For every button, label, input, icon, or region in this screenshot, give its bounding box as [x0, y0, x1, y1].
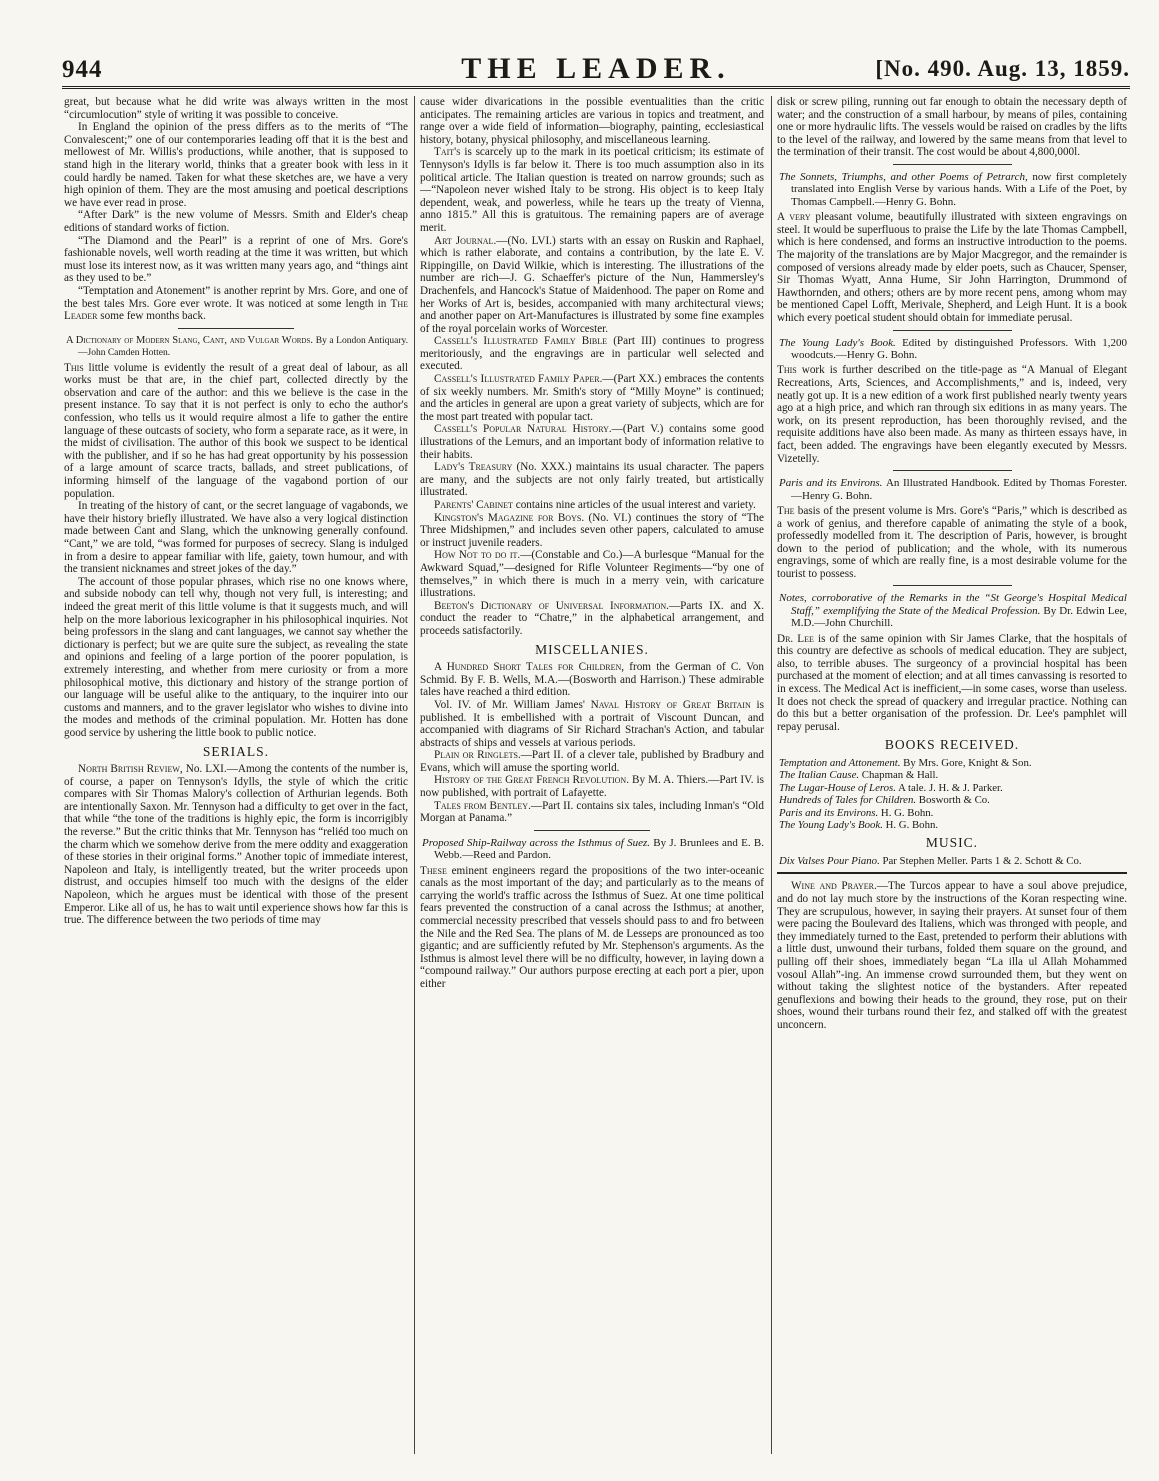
paragraph — [777, 505, 1127, 581]
music-title: Dix Valses Pour Piano. — [779, 855, 880, 868]
paragraph — [64, 362, 408, 501]
paragraph — [420, 146, 764, 234]
lead-word: Parents' Cabinet — [434, 499, 513, 511]
paragraph: great, but because what he did write was always written in the most “circumlocution” style of writing it was possible to conceive. — [64, 96, 408, 121]
section-heading-music: MUSIC. — [925, 835, 979, 851]
text-run: (Part III) continues to progress meritoriously, and the engravings are in particular well selected and executed. — [420, 335, 764, 373]
divider — [893, 164, 1012, 165]
lead-word: Dr. Lee — [777, 632, 814, 645]
lead-word: Beeton's Dictionary of Universal Information — [434, 599, 667, 612]
text-run: . (No. VI.) continues the story of “The Three Midshipmen,” and includes seven other papers, calculated to amuse or instruct juvenile readers. — [420, 511, 764, 549]
paragraph: The account of those popular phrases, which rise no one knows where, and subside nobody can tell why, though not very full, is interesting; and indeed the great merit of this little volume is that it suggests much, and will help on the more laborious lexicographer in his philosophical inquiries. Not being professors in the slang and cant languages, we cannot say whether the dictionary is perfect; but we are quite sure the subject, as revealing the state and opinions and feeling of a large portion of the poorer population, is extremely interesting, and whether from mere curiosity or from a more philosophical motive, this dictionary and history of the strange portion of our language will be useful alike to the antiquary, to the inquirer into our customs and manners, and to the graver legislator who wishes to divine into the modes and methods of the criminal population. Mr. Hotten has done good service by ushering the little book to public notice. — [64, 575, 408, 739]
book-detail: A tale. J. H. & J. Parker. — [898, 781, 1003, 794]
text-run: A — [434, 661, 447, 674]
paragraph — [420, 774, 764, 799]
text-run: is published. It is embellished with a portrait of Viscount Duncan, and accompanied with diagrams of Sir Richard Strachan's Action, and tabular abstracts of ships and vessels at various periods. — [420, 698, 764, 749]
lead-word: Tait's — [434, 146, 461, 159]
paragraph — [777, 211, 1127, 324]
list-item — [777, 782, 1127, 794]
book-author: Edited by distinguished Professors. With 1,200 woodcuts.—Henry G. Bohn. — [791, 336, 1127, 361]
book-title: Notes, corroborative of the Remarks in the “St George's Hospital Medical Staff,” exemplifying the State of the Medical Profession. — [779, 592, 1127, 617]
text-run: eminent engineers regard the propositions of the two inter-oceanic canals as the most important of the day; and particularly as to the means of carrying the world's traffic across the Isthmus of Suez. At one time political fears prevented the construction of a canal across the Isthmus; at another, commercial necessity prescribed that vessels should pass to and fro between the Nile and the Red Sea. The plans of M. de Lesseps are pronounced as too gigantic; and are sufficiently refuted by Mr. Stephenson's arguments. As the Isthmus is almost level there will be no difficulty, however, in laying down a “compound railway.” Our authors purpose erecting at each port a pier, upon either — [420, 864, 764, 990]
paragraph — [777, 364, 1127, 465]
paragraph — [420, 373, 764, 423]
section-heading-serials: SERIALS. — [202, 743, 270, 759]
paragraph — [420, 499, 764, 512]
paragraph — [420, 423, 764, 461]
book-title: The Italian Cause. — [779, 769, 860, 782]
paragraph: cause wider divarications in the possible eventualities than the critic anticipates. The remaining articles are various in topics and treatment, and range over a wide field of information—biography, painting, ecclesiastical history, botany, physical philosophy, and miscellaneous learning. — [420, 96, 764, 146]
book-title: The Young Lady's Book. — [779, 336, 896, 349]
lead-word: Cassell's Popular Natural History — [434, 423, 609, 436]
text-run: .—Part II. of a clever tale, published by Bradbury and Evans, which will amuse the sporting world. — [420, 749, 764, 774]
issue-date: [No. 490. Aug. 13, 1859. — [875, 56, 1130, 81]
lead-word: History of the Great French Revolution — [434, 774, 627, 787]
paragraph: “After Dark” is the new volume of Messrs. Smith and Elder's cheap editions of standard works of fiction. — [64, 209, 408, 234]
lead-word: Cassell's Illustrated Family Paper — [434, 373, 600, 386]
text-run: contains nine articles of the usual interest and variety. — [512, 499, 756, 511]
text-run: Vol. IV. of Mr. William James' — [434, 698, 591, 711]
text-run: some few months back. — [97, 310, 206, 323]
text-run: The Leader — [64, 297, 408, 323]
list-item — [777, 794, 1127, 806]
list-item — [777, 807, 1127, 819]
paragraph — [420, 800, 764, 825]
review-heading — [64, 335, 408, 359]
lead-word: very — [789, 211, 811, 224]
text-run: , from the German of C. Von Schmid. By F. B. Wells, M.A.—(Bosworth and Harrison.) These admirable tales have reached a third edition. — [420, 661, 764, 699]
text-run: pleasant volume, beautifully illustrated with sixteen engravings on steel. It would be superfluous to praise the Life by the late Thomas Campbell, which is here condensed, and forms an instructive introduction to the poems. The majority of the translations are by Major Macgregor, and the remainder is composed of versions already made by elder poets, such as Chaucer, Spenser, Sir Thomas Wyatt, Anna Hume, Sir John Harrington, Drummond of Hawthornden, and others; others are by more recent pens, among whom may be mentioned Capel Lofft, Merivale, Shepherd, and Leigh Hunt. It is a book which every poetical student should obtain for immediate perusal. — [777, 211, 1127, 324]
paragraph — [420, 549, 764, 599]
book-author: By Dr. Edwin Lee, M.D.—John Churchill. — [791, 604, 1127, 630]
paragraph — [777, 633, 1127, 734]
paragraph — [64, 285, 408, 323]
lead-word: The — [777, 504, 795, 517]
text-run: .—(Constable and Co.)—A burlesque “Manual for the Awkward Squad,”—designed for Rifle Volunteer Regiments—“by one of themselves,” in which there is much in a merry vein, with caricature illustrations. — [420, 549, 764, 600]
list-item — [777, 757, 1127, 769]
column-divider — [414, 96, 415, 1454]
lead-word: Plain or Ringlets — [434, 749, 518, 762]
review-heading — [777, 477, 1127, 502]
paragraph — [420, 661, 764, 699]
list-item — [777, 769, 1127, 781]
book-title: The Sonnets, Triumphs, and other Poems of Petrarch, — [779, 170, 1028, 183]
text-run: A — [777, 211, 790, 224]
masthead — [62, 52, 1130, 89]
book-title: The Young Lady's Book. — [779, 819, 883, 832]
lead-word: Wine and Prayer — [791, 880, 875, 893]
book-title: Proposed Ship-Railway across the Isthmus of Suez. — [422, 836, 651, 849]
column-middle — [420, 96, 764, 1456]
review-heading — [420, 837, 764, 862]
text-run: “Temptation and Atonement” is another reprint by Mrs. Gore, and one of the best tales Mrs. Gore ever wrote. It was noticed at some length in — [64, 284, 408, 310]
lead-word: North British Review — [78, 763, 180, 776]
paragraph — [420, 512, 764, 550]
paragraph — [777, 880, 1127, 1031]
book-title: A Dictionary of Modern Slang, Cant, and Vulgar Words. — [66, 334, 313, 346]
lead-word: Naval History of Great Britain — [590, 698, 751, 711]
book-author: now first completely translated into English Verse by various hands. With a Life of the Poet, by Thomas Campbell.—Henry G. Bohn. — [791, 170, 1127, 208]
text-run: .—Part II. contains six tales, including Inman's “Old Morgan at Panama.” — [420, 799, 764, 825]
book-detail: Chapman & Hall. — [861, 769, 939, 782]
review-heading — [777, 171, 1127, 208]
lead-word: Kingston's Magazine for Boys — [434, 511, 582, 524]
page-number: 944 — [62, 56, 103, 83]
lead-word: These — [420, 864, 447, 877]
divider — [777, 872, 1127, 874]
text-run: .—(Part V.) contains some good illustrations of the Lemurs, and an important body of information relative to their habits. — [420, 423, 764, 461]
column-right — [777, 96, 1127, 1456]
paragraph — [420, 335, 764, 373]
paragraph: In England the opinion of the press differs as to the merits of “The Convalescent;” one of our contemporaries leading off that it is the best and mellowest of Mr. Willis's productions, while another, that is supposed to stand high in the literary world, thinks that a greater book with less in it could hardly be named. Taken for what these sketches are, we have a very high opinion of them. They are the most amusing and poetical descriptions we have ever read in prose. — [64, 121, 408, 209]
text-run: little volume is evidently the result of a great deal of labour, as all works must be that are, in the chief part, collected directly by the observation and care of the author: and this we believe is the case in the present instance. To say that it is not perfect is only to echo the author's confession, who tells us it would require almost a life to gather the entire language of these outcasts of society, who form a separate race, as it were, in the midst of civilisation. The author of this book we suspect to be identical with the publisher, and if so he has had great opportunity by his possession of a large amount of scarce tracts, ballads, and street publications, of informing himself of the language of the vagabond portion of our population. — [64, 361, 408, 500]
text-run: .—(No. LVI.) starts with an essay on Ruskin and Raphael, which is rather elaborate, and contains a contribution, by the late E. V. Rippingille, on David Wilkie, which is interesting. The illustrations of the number are rich—J. G. Schaeffer's picture of the Nun, Hammersley's Drachenfels, and Hancock's Statue of Maidenhood. The paper on Rome and her Works of Art is, besides, accompanied with many architectural views; and another paper on Art-Manufactures is illustrated by some fine examples of the royal porcelain works of Worcester. — [420, 234, 764, 335]
book-title: Paris and its Environs. — [779, 477, 883, 490]
book-detail: By Mrs. Gore, Knight & Son. — [903, 757, 1032, 770]
book-detail: Bosworth & Co. — [918, 794, 990, 807]
music-detail: Par Stephen Meller. Parts 1 & 2. Schott & Co. — [882, 855, 1082, 868]
paragraph — [420, 749, 764, 774]
lead-word: Tales from Bentley — [434, 799, 529, 812]
paragraph: In treating of the history of cant, or the secret language of vagabonds, we have their history briefly illustrated. We have also a very logical distinction made between Cant and Slang, which the unknowing generally confound. “Cant,” we are told, “was formed for purposes of secrecy. Slang is indulged in from a desire to appear familiar with life, gaiety, town humour, and with the transient nicknames and street jokes of the day.” — [64, 500, 408, 576]
list-item — [777, 855, 1127, 867]
book-title: The Lugar-House of Leros. — [779, 781, 896, 794]
column-divider — [771, 96, 772, 1454]
divider — [893, 330, 1012, 331]
paragraph — [420, 699, 764, 749]
divider — [893, 470, 1012, 471]
newspaper-title: THE LEADER. — [461, 52, 731, 85]
text-run: (No. XXX.) maintains its usual character. The papers are many, and the subjects are not only fairly treated, but artistically illustrated. — [420, 461, 764, 499]
lead-word: Art Journal — [434, 234, 494, 247]
text-run: work is further described on the title-page as “A Manual of Elegant Recreations, Arts, Sciences, and Accomplishments,” and is, indeed, very neatly got up. It is a new edition of a work first published nearly twenty years ago at a high price, and which ran through six editions in as many years. The work, on its present reproduction, has been thoroughly revised, and the requisite additions have also been made. As many as thirteen essays have, in fact, been added. The engravings have been elegantly executed by Messrs. Vizetelly. — [777, 364, 1127, 465]
text-run: .—The Turcos appear to have a soul above prejudice, and do not lay much store by the instructions of the Koran respecting wine. They are scrupulous, however, in saying their prayers. At sunset four of them were pacing the Boulevard des Italiens, which was thronged with people, and they immediately turned to the East, pretended to perform their ablutions with a little dust, unwound their turbans, folded them square on the ground, and pulling off their shoes, immediately began “La illa ul Allah Mohammed vosoul Allah”-ing. An immense crowd surrounded them, but they went on without taking the slightest notice of the bystanders. After repeated genuflexions and bowing their heads to the ground, they rose, put on their shoes, wound their turbans round their fez, and stalked off with the greatest unconcern. — [777, 880, 1127, 1031]
review-heading — [777, 337, 1127, 362]
lead-word: This — [64, 361, 84, 374]
book-author: By J. Brunlees and E. B. Webb.—Reed and Pardon. — [434, 836, 764, 862]
lead-word: Cassell's Illustrated Family Bible — [434, 335, 608, 348]
paragraph — [420, 865, 764, 991]
divider — [534, 830, 651, 831]
book-title: Paris and its Environs. — [779, 806, 879, 819]
text-run: is scarcely up to the mark in its poetical criticism; its estimate of Tennyson's Idylls is far below it. There is too much assumption also in its political article. The Italian question is treated on narrow grounds; such as—“Napoleon never wished Italy to be strong. His object is to keep Italy dependent, weak, and powerless, while he tears up the treaty of Vienna, anno 1815.” All this is gratuitous. The remaining papers are of average merit. — [420, 146, 764, 234]
paragraph — [420, 235, 764, 336]
divider — [893, 585, 1012, 586]
paragraph — [64, 763, 408, 927]
section-heading-books-received: BOOKS RECEIVED. — [884, 737, 1020, 753]
paragraph: disk or screw piling, running out far enough to obtain the necessary depth of water; and the construction of a small harbour, by means of piles, containing one or more hydraulic lifts. The vessels would be raised on cradles by the lifts to the level of the railway, and lowered by the same means from that level to the termination of their transit. The cost would be about 4,800,000l. — [777, 96, 1127, 159]
book-title: Temptation and Attonement. — [779, 757, 901, 770]
paragraph — [420, 600, 764, 638]
lead-word: How Not to do it — [434, 549, 518, 562]
paragraph — [420, 461, 764, 499]
text-run: .—Parts IX. and X. conduct the reader to “Chatre,” in the alphabetical arrangement, and proceeds satisfactorily. — [420, 599, 764, 637]
book-title: Hundreds of Tales for Children. — [779, 794, 917, 807]
text-run: . By M. A. Thiers.—Part IV. is now published, with portrait of Lafayette. — [420, 774, 764, 800]
divider — [178, 328, 295, 329]
text-run: is of the same opinion with Sir James Clarke, that the hospitals of this country are defective as schools of medical education. They are subject, also, to terrible abuses. The surgeoncy of a provincial hospital has been purchased at the moment of election; and at all times canvassing is resorted to in excess. The Medical Act is inefficient,—in some cases, worse than useless. It does not check the spread of quackery and irregular practice. Nothing can do this but a better organisation of the profession. Dr. Lee's pamphlet will repay perusal. — [777, 632, 1127, 733]
lead-word: Lady's Treasury — [434, 461, 513, 474]
book-detail: H. G. Bohn. — [885, 819, 939, 832]
section-heading-miscellanies: MISCELLANIES. — [535, 641, 649, 657]
lead-word: Hundred Short Tales for Children — [446, 661, 622, 674]
text-run: .—(Part XX.) embraces the contents of six weekly numbers. Mr. Smith's story of “Milly Moyne” is continued; and the articles in general are upon a great variety of subjects, which are for the most part treated with popular tact. — [420, 373, 764, 423]
lead-word: This — [777, 364, 797, 377]
text-run: , No. LXI.—Among the contents of the number is, of course, a paper on Tennyson's Idylls, the style of which the critic compares with Sir Thomas Malory's collection of Arthurian legends. Both are intentionally Saxon. Mr. Tennyson had a difficulty to get over in the fact, that while “the tone of the traditions is highly epic, the form is incorrigibly the reverse.” But the critic thinks that Mr. Tennyson has “reliéd too much on the charm which we somehow derive from the mere oddity and exaggeration of these stories in their original forms.” Another topic of immediate interest, Napoleon and Italy, is intelligently treated, but the writer proceeds upon distrust, and occupies himself too much with the designs of the elder Napoleon, which he argues must be identical with those of the present Emperor. Like all of us, he has to wait until experience shows how far this is true. The difference between the two periods of time may — [64, 763, 408, 927]
list-item — [777, 819, 1127, 831]
book-author: By a London Antiquary.—John Camden Hotten. — [78, 335, 408, 358]
column-left — [64, 96, 408, 1456]
book-detail: H. G. Bohn. — [880, 806, 934, 819]
text-run: basis of the present volume is Mrs. Gore's “Paris,” which is described as a work of genius, and therefore capable of animating the style of a book, professedly modelled from it. The description of Paris, however, is brought down to the period of publication; and the whole, with its numerous engravings, some of which are really fine, is a most desirable volume for the tourist to possess. — [777, 504, 1127, 580]
review-heading — [777, 592, 1127, 629]
paragraph: “The Diamond and the Pearl” is a reprint of one of Mrs. Gore's fashionable novels, well worth reading at the time it was written, but which must lose its interest now, as it was written many years ago, and “things aint as they used to be.” — [64, 234, 408, 285]
book-author: An Illustrated Handbook. Edited by Thomas Forester.—Henry G. Bohn. — [791, 477, 1127, 502]
